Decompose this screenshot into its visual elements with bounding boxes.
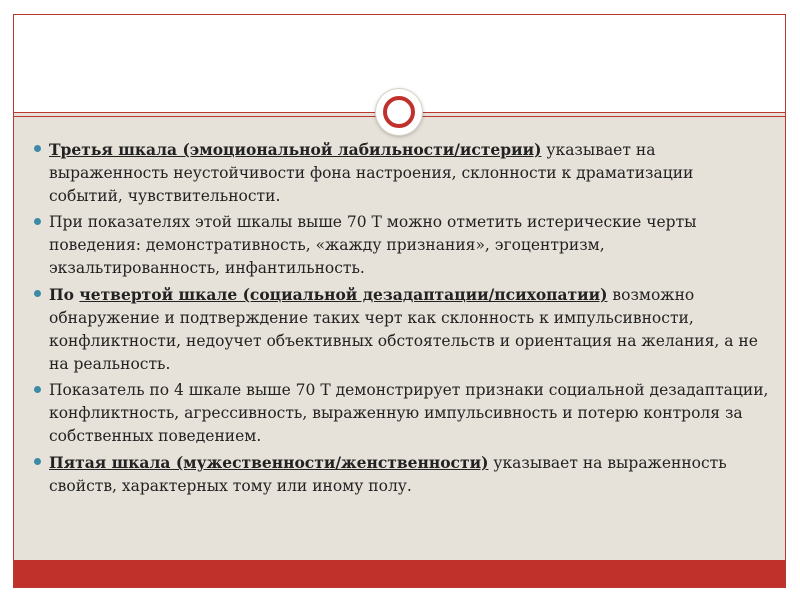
bullet-list [34, 138, 772, 501]
bullet-item-fourth-scale [34, 283, 772, 376]
bullet-item-third-scale-high [34, 211, 772, 280]
footer-bar [14, 560, 785, 587]
bullet-text: указывает на выраженность неустойчивости фона настроения, склонности к драматизации событий, чувствительности. [49, 141, 694, 205]
scale-heading: Третья шкала (эмоциональной лабильности/истерии) [49, 140, 542, 159]
bullet-item-fourth-scale-high [34, 379, 772, 448]
bullet-icon [34, 386, 41, 393]
scale-heading: четвертой шкале (социальной дезадаптации/психопатии) [79, 285, 608, 304]
circle-emblem-icon [376, 89, 422, 135]
ring-icon [383, 96, 415, 128]
bullet-text: указывает на выраженность свойств, характерных тому или иному полу. [49, 454, 727, 495]
slide [13, 14, 786, 588]
bullet-text: Показатель по 4 шкале выше 70 Т демонстрирует признаки социальной дезадаптации, конфликтность, агрессивность, выраженную импульсивность и потерю контроля за собственных поведением. [49, 381, 769, 445]
bullet-item-third-scale [34, 138, 772, 208]
bullet-text: При показателях этой шкалы выше 70 Т можно отметить истерические черты поведения: демонстративность, «жажду признания», эгоцентризм, экзальтированность, инфантильность. [49, 213, 697, 277]
bullet-item-fifth-scale [34, 451, 772, 498]
bullet-lead: По [49, 285, 80, 304]
bullet-text: возможно обнаружение и подтверждение таких черт как склонность к импульсивности, конфликтности, недоучет объективных обстоятельств и ориентация на желания, а не на реальность. [49, 286, 758, 373]
bullet-icon [34, 145, 41, 152]
bullet-icon [34, 458, 41, 465]
bullet-icon [34, 290, 41, 297]
bullet-icon [34, 218, 41, 225]
scale-heading: Пятая шкала (мужественности/женственности) [49, 453, 489, 472]
